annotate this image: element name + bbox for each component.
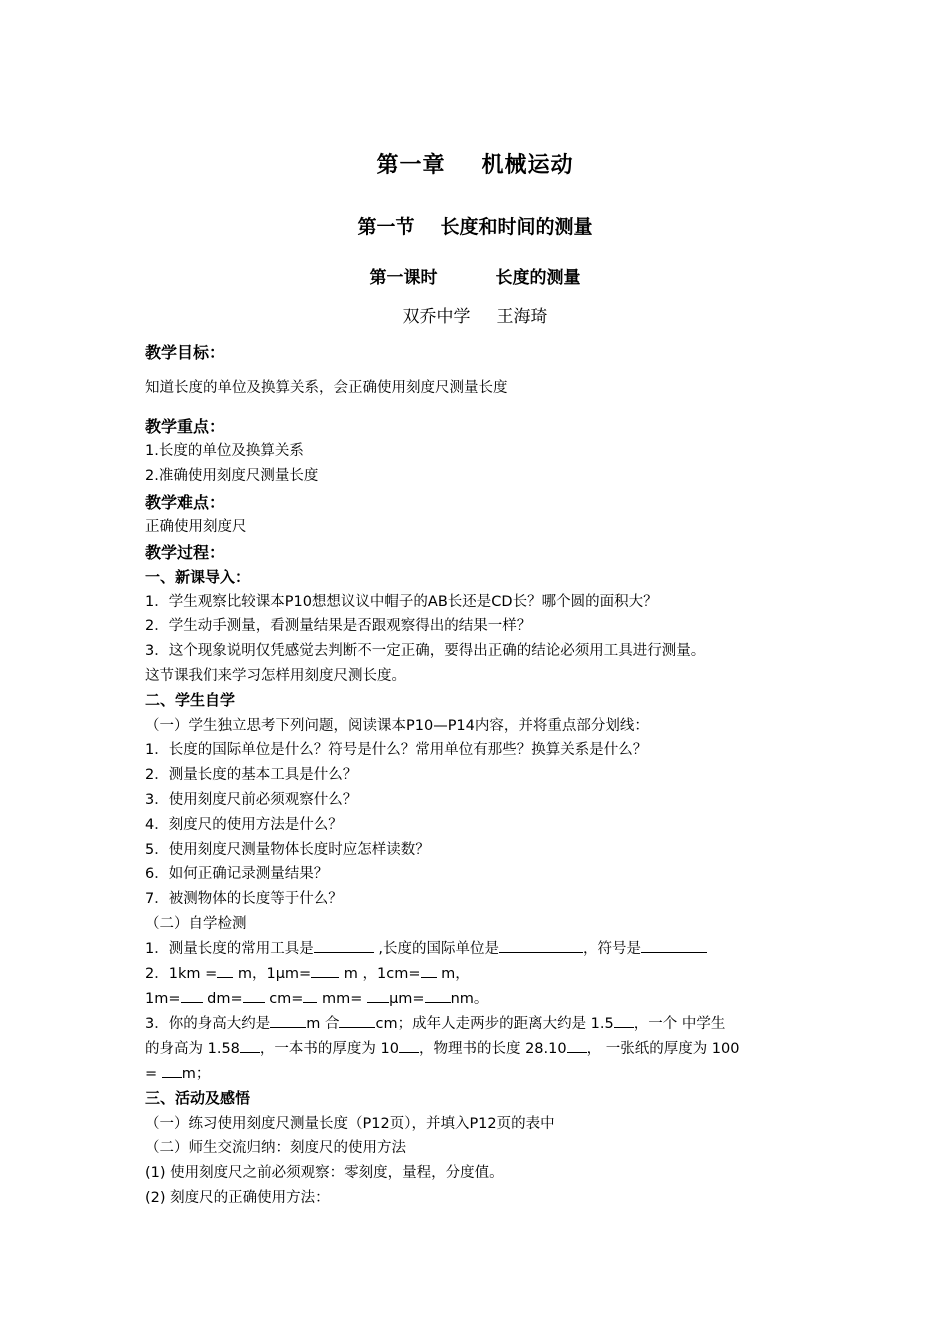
part1-heading: 一、新课导入：	[145, 568, 251, 586]
difficulties-heading: 教学难点：	[145, 493, 226, 512]
fill-blank[interactable]	[421, 963, 437, 978]
goals-heading: 教学目标：	[145, 343, 226, 362]
fill-blank[interactable]	[181, 988, 203, 1003]
part1-line: 这节课我们来学习怎样用刻度尺测长度。	[145, 668, 406, 684]
fill-blank[interactable]	[303, 988, 317, 1003]
difficulties-text: 正确使用刻度尺	[145, 519, 247, 535]
fill-blank[interactable]	[641, 938, 707, 953]
part3-line: （一）练习使用刻度尺测量长度（P12页），并填入P12页的表中	[145, 1116, 555, 1132]
lesson-number: 第一课时	[369, 268, 438, 288]
chapter-title	[0, 148, 950, 179]
question-item: 2．测量长度的基本工具是什么？	[145, 767, 358, 783]
teacher-name: 王海琦	[496, 307, 548, 327]
check-line-5: 的身高为 1.58 ，一本书的厚度为 10 ，物理书的长度 28.10 ， 一张纸的厚度为 100	[145, 1037, 740, 1058]
fill-blank[interactable]	[367, 988, 389, 1003]
question-item: 7．被测物体的长度等于什么？	[145, 891, 343, 907]
key-point-item: 1.长度的单位及换算关系	[145, 443, 304, 459]
part2-heading: 二、学生自学	[145, 691, 236, 709]
lesson-title	[0, 263, 950, 288]
section-title	[0, 212, 950, 239]
fill-blank[interactable]	[217, 963, 233, 978]
question-item: 4．刻度尺的使用方法是什么？	[145, 817, 343, 833]
check-line-2: 2．1km = m，1μm= m ，1cm= m，	[145, 962, 470, 983]
section-number: 第一节	[357, 216, 415, 238]
fill-blank[interactable]	[499, 938, 583, 953]
school-name: 双乔中学	[402, 307, 471, 327]
fill-blank[interactable]	[339, 1013, 375, 1028]
question-item: 6．如何正确记录测量结果？	[145, 866, 329, 882]
part1-line: 1．学生观察比较课本P10想想议议中帽子的AB长还是CD长？哪个圆的面积大？	[145, 594, 658, 610]
part3-line: (1) 使用刻度尺之前必须观察：零刻度，量程，分度值。	[145, 1165, 504, 1181]
question-item: 5．使用刻度尺测量物体长度时应怎样读数？	[145, 842, 430, 858]
check-heading: （二）自学检测	[145, 916, 247, 932]
fill-blank[interactable]	[399, 1038, 419, 1053]
fill-blank[interactable]	[243, 988, 265, 1003]
fill-blank[interactable]	[314, 938, 374, 953]
section-name: 长度和时间的测量	[440, 216, 593, 238]
part3-line: (2) 刻度尺的正确使用方法：	[145, 1190, 330, 1206]
fill-blank[interactable]	[567, 1038, 587, 1053]
part3-heading: 三、活动及感悟	[145, 1089, 251, 1107]
question-item: 1．长度的国际单位是什么？符号是什么？常用单位有那些？换算关系是什么？	[145, 742, 648, 758]
key-points-heading: 教学重点：	[145, 417, 226, 436]
part2-intro: （一）学生独立思考下列问题，阅读课本P10—P14内容，并将重点部分划线：	[145, 718, 649, 734]
fill-blank[interactable]	[270, 1013, 306, 1028]
question-item: 3．使用刻度尺前必须观察什么？	[145, 792, 358, 808]
author-line	[0, 302, 950, 327]
fill-blank[interactable]	[614, 1013, 634, 1028]
check-line-6: = m；	[145, 1062, 210, 1083]
process-heading: 教学过程：	[145, 543, 226, 562]
check-line-4: 3．你的身高大约是 m 合 cm；成年人走两步的距离大约是 1.5 ，一个 中学生	[145, 1012, 725, 1033]
fill-blank[interactable]	[162, 1063, 182, 1078]
fill-blank[interactable]	[425, 988, 451, 1003]
goals-text: 知道长度的单位及换算关系，会正确使用刻度尺测量长度	[145, 380, 508, 396]
part3-line: （二）师生交流归纳：刻度尺的使用方法	[145, 1140, 406, 1156]
key-point-item: 2.准确使用刻度尺测量长度	[145, 468, 319, 484]
fill-blank[interactable]	[311, 963, 339, 978]
part1-line: 3．这个现象说明仅凭感觉去判断不一定正确，要得出正确的结论必须用工具进行测量。	[145, 643, 706, 659]
check-line-1: 1．测量长度的常用工具是 ,长度的国际单位是 ，符号是	[145, 937, 707, 958]
part1-line: 2．学生动手测量，看测量结果是否跟观察得出的结果一样？	[145, 618, 532, 634]
fill-blank[interactable]	[240, 1038, 260, 1053]
chapter-number: 第一章	[376, 153, 446, 178]
lesson-name: 长度的测量	[495, 268, 581, 288]
check-line-3: 1m= dm= cm= mm= μm= nm。	[145, 987, 488, 1008]
chapter-name: 机械运动	[481, 153, 574, 178]
